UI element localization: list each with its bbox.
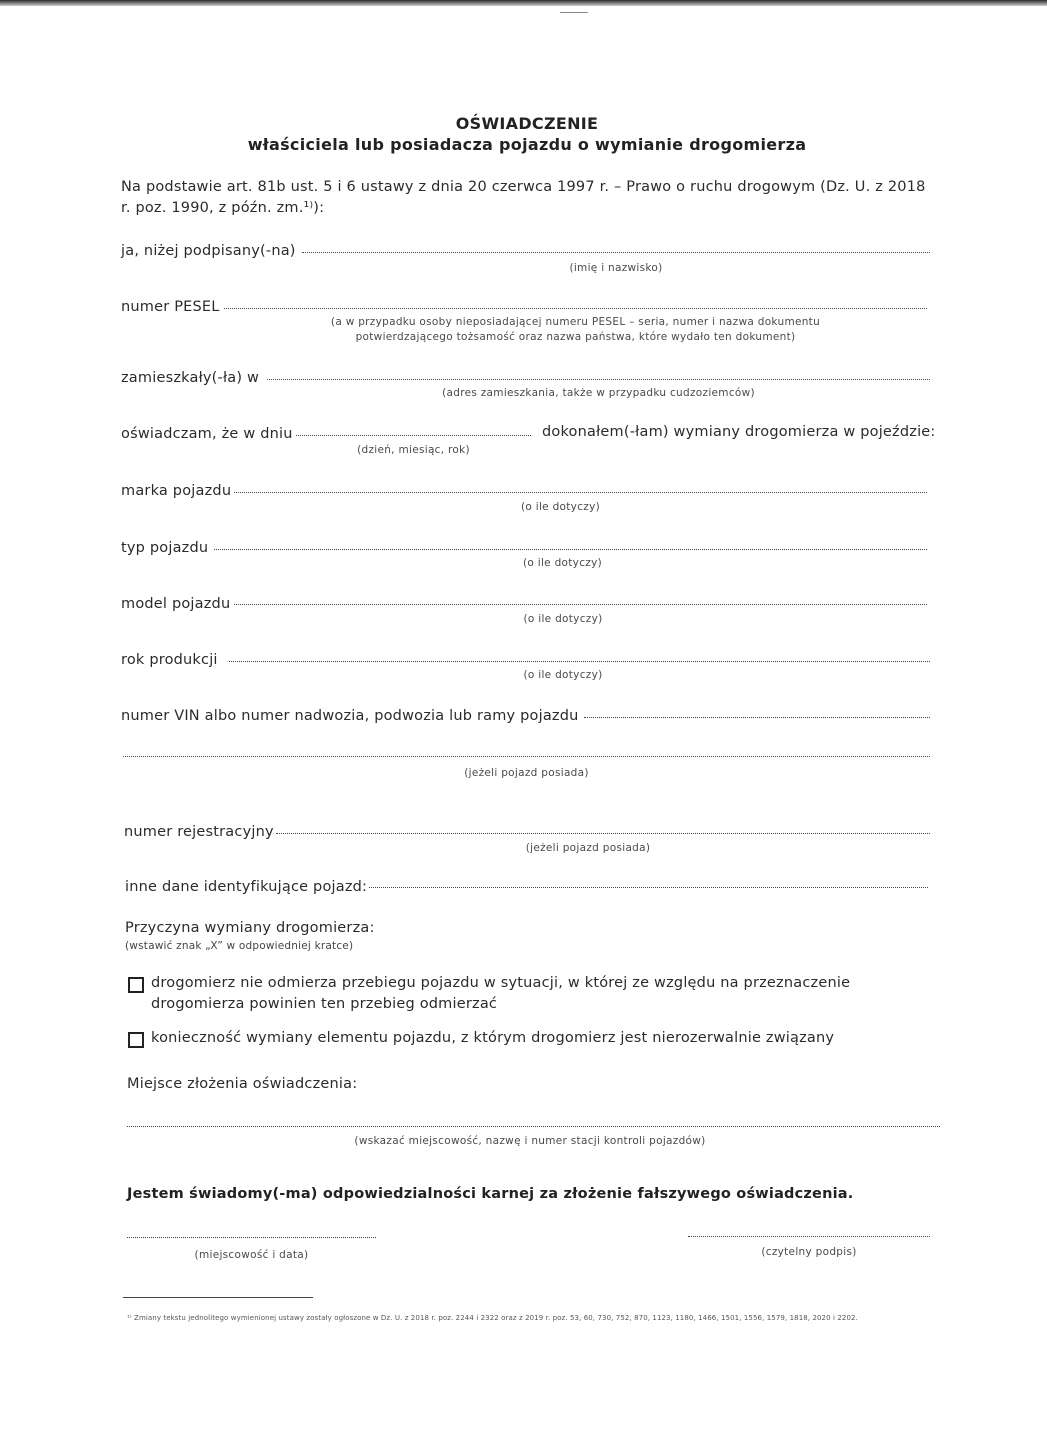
scan-mark <box>560 12 588 13</box>
footnote-text: ¹⁾ Zmiany tekstu jednolitego wymienionej ustawy zostały ogłoszone w Dz. U. z 2018 r. poz. 2244 i 2322 oraz z 2019 r. poz. 53, 60, 730, 752, 870, 1123, 1180, 1466, 1501, 1556, 1579, 1818, 2020 i 2202. <box>127 1314 858 1322</box>
year-hint: (o ile dotyczy) <box>523 669 603 681</box>
date-hint: (dzień, miesiąc, rok) <box>357 444 470 456</box>
signature-hint: (czytelny podpis) <box>761 1246 857 1258</box>
place-field[interactable] <box>127 1126 940 1127</box>
place-hint: (wskazać miejscowość, nazwę i numer stacji kontroli pojazdów) <box>354 1135 706 1147</box>
reason-option-2-checkbox[interactable] <box>128 1032 144 1048</box>
address-label: zamieszkały(-ła) w <box>121 370 260 386</box>
address-hint: (adres zamieszkania, także w przypadku cudzoziemców) <box>442 387 755 399</box>
pesel-hint-line1: (a w przypadku osoby nieposiadającej numeru PESEL – seria, numer i nazwa dokumentu <box>330 316 821 328</box>
vin-label: numer VIN albo numer nadwozia, podwozia lub ramy pojazdu <box>121 708 579 724</box>
place-date-hint: (miejscowość i data) <box>194 1249 309 1261</box>
address-field[interactable] <box>267 379 930 380</box>
model-hint: (o ile dotyczy) <box>523 613 603 625</box>
scan-edge <box>0 0 1047 6</box>
signature-field[interactable] <box>688 1236 930 1237</box>
make-hint: (o ile dotyczy) <box>520 501 600 513</box>
place-label: Miejsce złożenia oświadczenia: <box>127 1076 358 1092</box>
name-field[interactable] <box>302 252 930 253</box>
footnote-separator <box>123 1297 313 1298</box>
type-label: typ pojazdu <box>121 540 209 556</box>
document-subtitle: właściciela lub posiadacza pojazdu o wymianie drogomierza <box>247 135 807 154</box>
registration-label: numer rejestracyjny <box>124 824 274 840</box>
place-date-field[interactable] <box>127 1237 376 1238</box>
name-hint: (imię i nazwisko) <box>569 262 663 274</box>
type-field[interactable] <box>214 549 927 550</box>
other-data-label: inne dane identyfikujące pojazd: <box>125 879 368 895</box>
document-title: OŚWIADCZENIE <box>455 114 599 133</box>
vin-field-line1[interactable] <box>584 717 930 718</box>
reason-option-2-label: konieczność wymiany elementu pojazdu, z którym drogomierz jest nierozerwalnie związany <box>151 1030 835 1046</box>
registration-field[interactable] <box>276 833 930 834</box>
reason-heading: Przyczyna wymiany drogomierza: <box>125 920 375 936</box>
type-hint: (o ile dotyczy) <box>522 557 602 569</box>
vin-hint: (jeżeli pojazd posiada) <box>464 767 589 779</box>
registration-hint: (jeżeli pojazd posiada) <box>525 842 651 854</box>
liability-statement: Jestem świadomy(-ma) odpowiedzialności karnej za złożenie fałszywego oświadczenia. <box>127 1186 854 1202</box>
date-suffix-text: dokonałem(-łam) wymiany drogomierza w pojeździe: <box>542 424 936 440</box>
other-data-field[interactable] <box>369 887 928 888</box>
pesel-label: numer PESEL <box>121 299 220 315</box>
legal-basis-text: Na podstawie art. 81b ust. 5 i 6 ustawy z dnia 20 czerwca 1997 r. – Prawo o ruchu drogowym (Dz. U. z 2018 r. poz. 1990, z późn. zm.¹⁾): <box>121 179 926 216</box>
make-label: marka pojazdu <box>121 483 232 499</box>
reason-option-1-checkbox[interactable] <box>128 977 144 993</box>
reason-option-1-label: drogomierz nie odmierza przebiegu pojazdu w sytuacji, w której ze względu na przeznaczenie drogomierza powinien ten przebieg odmierzać <box>151 975 851 1012</box>
reason-instruction: (wstawić znak „X” w odpowiedniej kratce) <box>125 940 354 952</box>
vin-field-line2[interactable] <box>123 756 930 757</box>
date-label: oświadczam, że w dniu <box>121 426 293 442</box>
model-label: model pojazdu <box>121 596 231 612</box>
model-field[interactable] <box>234 604 927 605</box>
name-label: ja, niżej podpisany(-na) <box>121 243 296 259</box>
year-field[interactable] <box>229 661 930 662</box>
make-field[interactable] <box>234 492 927 493</box>
date-field[interactable] <box>296 435 531 436</box>
pesel-hint-line2: potwierdzającego tożsamość oraz nazwa państwa, które wydało ten dokument) <box>355 331 796 343</box>
year-label: rok produkcji <box>121 652 218 668</box>
pesel-field[interactable] <box>224 308 927 309</box>
